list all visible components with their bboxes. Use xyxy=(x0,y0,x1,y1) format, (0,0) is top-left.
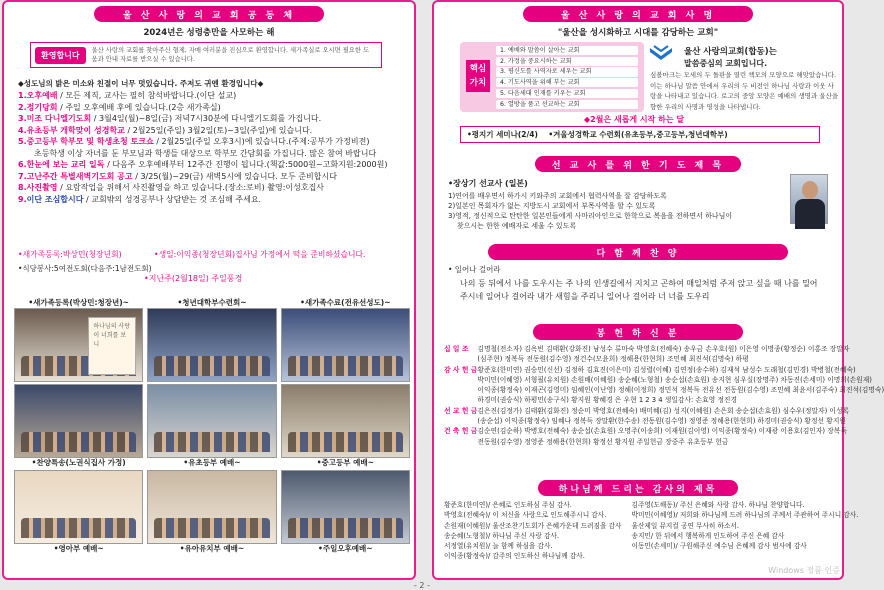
announcement-item xyxy=(4,159,418,171)
thanks-item: 이익종(황정숙)/ 감주의 인도하신 하나님께 감사. xyxy=(444,552,585,561)
announcement-item xyxy=(4,113,418,125)
photo-cell xyxy=(14,298,143,382)
year-motto: 2024년은 성령충만을 사모하는 해 xyxy=(143,28,275,38)
announcement-number: 9. xyxy=(18,194,27,204)
offering-table xyxy=(444,344,884,447)
thanks-item: 이동민(손세미)/ 구원해주신 예수님 은혜께 감사 범사에 감사 xyxy=(631,542,807,551)
thanks-right-list xyxy=(631,500,858,562)
offering-row xyxy=(444,426,837,436)
praise-title: • 일어나 걸어라 xyxy=(448,265,501,274)
offering-names: 황준호(한미연) 권승민(신선) 김정하 김효진(이은미) 김성렬(이혜) 김연정(송수하) 김재석 남성수 도래철(김민경) 박병철(전혜숙) xyxy=(477,365,856,374)
announcement-number: 1. xyxy=(18,91,27,100)
offering-row xyxy=(444,437,837,447)
greeting-line: ◆성도님의 밝은 미소와 친절이 너무 멋있습니다. 주저도 귀엔 환경입니다◆ xyxy=(18,79,264,88)
left-page xyxy=(2,0,416,580)
announcement-number: 7. xyxy=(18,171,27,181)
announcement-title: 한눈에 보는 교리 일독 xyxy=(26,160,105,169)
offering-banner: 봉 헌 하 신 분 xyxy=(533,324,743,340)
photo-cell xyxy=(147,298,276,382)
photo-cell xyxy=(281,298,410,382)
welcome-label: 환영합니다 xyxy=(35,47,86,64)
missionary-photo xyxy=(790,174,828,224)
activation-watermark: Windows 정품 인증 xyxy=(768,566,840,575)
thanks-item: 박미민(이혜영)/ 저희와 하나님께 드려 하나님의 주께서 주관하여 주시니 감사. xyxy=(631,511,859,520)
photo-image xyxy=(14,384,143,458)
photo-image xyxy=(147,470,276,544)
photo-image xyxy=(14,308,143,382)
prayer-banner: 선 교 사 를 위 한 기 도 제 목 xyxy=(535,156,741,172)
thanks-item: 송순혜(노형철)/ 하나님 주신 사랑 감사. xyxy=(444,531,560,540)
book-cover: 하나님의 사랑이 너희를 보니 xyxy=(88,317,136,375)
community-banner: 울 산 사 랑 의 교 회 공 동 체 xyxy=(94,6,324,22)
welcome-text: 울산 사랑의 교회를 찾아주신 형제, 자매 여러분을 진심으로 환영합니다. 새가족실로 오시면 필요한 도움과 안내 자료를 받으실 수 있습니다. xyxy=(91,47,370,63)
announcement-title: 오후예배 xyxy=(26,91,58,100)
core-values-box xyxy=(460,42,644,112)
announcement-title: 고난주간 특별새벽기도회 공고 xyxy=(26,171,133,181)
offering-names: 박미민(이혜영) 서형필(유치원) 손원배(이혜원) 송순혜(노형철) 송순섭(손효원) 송지현 심우실(장명주) 차동진(손세미) 이명희(손원재) xyxy=(477,375,872,384)
photo-caption: •유아유치부 예배~ xyxy=(179,544,245,553)
announcement-number: 6. xyxy=(18,160,27,169)
meal-service: •식당봉사:5여전도회(다음주:1남전도회) xyxy=(18,264,152,273)
praise-lyrics: 나의 등 뒤에서 나를 도우시는 주 나의 인생길에서 지치고 곤하여 매일처럼 주저 앉고 싶을 때 나를 밀어주시네 일어나 걸어라 내가 새힘을 주리니 일어나 걸어라 너 너를 도우리 xyxy=(460,279,818,301)
march-title: ◆2월은 새롭게 시작 하는 달 xyxy=(584,115,685,124)
offering-row xyxy=(444,354,837,364)
announcement-title: 사진촬영 xyxy=(26,183,58,192)
announcement-text: / 교회밖의 성경공부나 상담받는 것 조심해 주세요. xyxy=(83,194,262,204)
march-items: •평지기 세미나(2/4) •겨울성경학교 수련회(유초등부,중고등부,청년대학부) xyxy=(460,126,820,143)
announcement-number: 2. xyxy=(18,102,27,112)
photo-cell xyxy=(281,384,410,468)
offering-category xyxy=(444,354,477,364)
offering-row xyxy=(444,375,837,385)
announcement-number: 8. xyxy=(18,183,27,192)
offering-names: 하경미(권승식) 하평민(송구식) 황지원 황혜경 은 우현 1 2 3 4 생일감사: 손효영 정진경 xyxy=(477,396,738,405)
logo-description: 심볼마크는 모세의 두 돌판을 열린 책모의 모양으로 해맞았습니다. 이는 하나님 말씀 안에서 우리의 두 비전인 하나님 사랑과 이웃 사랑을 나타내고 있습니다. 로고의 중앙 모양은 예배의 생명과 울산을 향한 우리의 사명과 영성을 나타냅니다. xyxy=(650,71,839,111)
photo-caption: •새가족등록(박상민:청장년)~ xyxy=(28,298,129,307)
photo-image xyxy=(281,470,410,544)
photo-grid xyxy=(14,298,410,556)
offering-names: (송순섭) 이익종(황정숙) 임혜나 정복득 장말환(한수송) 전동원(김수영) 정영준 정해용(한현희) 하경미(권승식) 황정선 황지원 xyxy=(477,417,846,426)
welcome-box xyxy=(30,42,382,68)
offering-row xyxy=(444,395,837,405)
offering-category: 십 일 조 xyxy=(444,345,469,353)
announcement-list xyxy=(4,90,418,205)
announcement-number: 4. xyxy=(18,125,27,135)
announcement-title: 정기당회 xyxy=(26,102,58,112)
photo-image xyxy=(147,308,276,382)
core-value-item: 3. 평신도를 사역자로 세우는 교회 xyxy=(496,67,638,76)
thanks-item: 울산제일 뮤지컬 공연 무사히 하소서. xyxy=(631,521,740,530)
offering-names: 김명철(전소자) 김옥빈 김태환(강화진) 남성수 류마숙 박영호(전혜숙) 송우금 손우호(원) 이은영 이명종(황정순) 이홍조 장말자 xyxy=(477,345,850,353)
prayer-item: 1)연어를 배우면서 하가시 키와주의 교회에서 협력사역을 잘 감당하도록 xyxy=(448,192,667,200)
prayer-item: 2)일본인 목회자가 없는 지방도시 교회에서 부목사역을 할 수 있도록 xyxy=(448,202,656,210)
thanks-section xyxy=(444,476,859,562)
core-value-item: 6. 열방을 품고 선교하는 교회 xyxy=(496,100,638,109)
offering-row xyxy=(444,416,837,426)
thanks-item: 손원재(이혜원)/ 울산조찬기도회가 은혜가운데 드려짐을 감사 xyxy=(444,521,622,530)
core-value-item: 5. 다음세대 인재를 키우는 교회 xyxy=(496,89,638,98)
announcement-title: 미조 다니엘기도회 xyxy=(26,114,92,123)
offering-names: 김순연(김순하) 박병호(전혜숙) 송순섭(손효원) 오명주(이송희) 이재원(김이영) 이익종(황정숙) 이재광 이용호(김인자) 장복득 xyxy=(477,427,847,436)
mission-banner: 울 산 사 랑 의 교 회 사 명 xyxy=(523,6,753,22)
announcement-item xyxy=(4,136,418,148)
photo-image xyxy=(281,308,410,382)
thanks-item: 박영호(전혜숙)/ 이 처신을 사랑으로 인도해주시니 감사. xyxy=(444,511,607,520)
announcement-item xyxy=(4,90,418,102)
announcement-title: 중고등부 학부모 및 학생초청 토크쇼 xyxy=(26,137,154,146)
announcement-number: 5. xyxy=(18,137,27,146)
photo-cell xyxy=(14,470,143,554)
announcement-text: / 2월25일(주일) 3월2일(토)~3일(주일)에 있습니다. xyxy=(124,125,313,135)
offering-category: 감 사 헌 금 xyxy=(444,365,478,374)
core-value-item: 2. 가정을 중요시하는 교회 xyxy=(496,57,638,66)
offering-category: 선 교 헌 금 xyxy=(444,406,478,415)
page-number: - 2 - xyxy=(414,581,430,590)
announcement-item xyxy=(4,171,418,183)
offering-category xyxy=(444,375,477,385)
core-label: 핵심 가치 xyxy=(466,60,490,92)
thanks-item: 송지민/ 한 뒤에서 행복하게 인도하여 주신 은혜 감사 xyxy=(631,531,785,540)
announcement-text: 초등학생 이상 자녀를 둔 부모님과 학생들 대상으로 학부모 간담회를 가집니다. 많은 참여 바랍니다 xyxy=(34,148,377,158)
photo-caption: •새가족수료(전유선성도)~ xyxy=(300,298,391,307)
prayer-section xyxy=(444,152,832,231)
photo-image xyxy=(281,384,410,458)
offering-category xyxy=(444,416,477,426)
photo-caption: •유초등부 예배~ xyxy=(183,458,241,467)
announcement-item xyxy=(4,194,418,206)
church-logo-icon xyxy=(648,44,674,64)
last-week-title: •지난주(2월18일) 주일풍경 xyxy=(144,274,243,283)
thanks-banner: 하나님께 드리는 감사의 제목 xyxy=(538,480,738,496)
photo-cell xyxy=(14,384,143,468)
offering-section xyxy=(444,320,884,447)
announcement-text: / 3/25(월)~29(금) 새벽5시에 있습니다. 모두 준비합시다 xyxy=(132,171,337,181)
photo-caption: •영아부 예배~ xyxy=(53,544,104,553)
announcement-text: / 다음주 오후예배부터 12주간 진행이 됩니다.(책값:5000원~고화지원:2000원) xyxy=(104,160,388,169)
announcement-text: / 2월25일(주일 오후3시)에 있습니다.(주제:공부가 가정비전) xyxy=(153,137,370,146)
offering-names: 전동원(김수영) 정영준 정해용(한현희) 황정선 황지원 주일헌금 장중주 유초등부 헌금 xyxy=(477,437,729,446)
core-value-item: 1. 예배와 말씀이 살아는 교회 xyxy=(496,46,638,55)
thanks-item: 황준호(한미연)/ 은혜로 인도하심 주심 감사. xyxy=(444,501,572,509)
photo-caption: •찬양특송(노권식집사 가정) xyxy=(31,458,126,467)
photo-cell xyxy=(147,384,276,468)
church-sub: 말씀중심의 교회입니다. xyxy=(684,59,768,68)
photo-cell xyxy=(281,470,410,554)
thanks-item: 김주영(도해동)/ 주신 은혜와 사랑 감사. 하나님 찬양합니다. xyxy=(631,501,805,509)
core-values-list xyxy=(496,46,638,110)
thanks-left-list xyxy=(444,500,621,562)
photo-image xyxy=(147,384,276,458)
photo-image xyxy=(14,470,143,544)
offering-category xyxy=(444,385,477,395)
prayer-list xyxy=(448,191,758,231)
photo-caption: •주일오후예배~ xyxy=(318,544,373,553)
vision-line: "울산을 성시화하고 시대를 감당하는 교회" xyxy=(557,28,719,38)
new-family: •새가족등록:박상민(청장년회) xyxy=(18,250,122,259)
offering-row xyxy=(444,406,837,416)
announcement-text: / 주일 오후예배 후에 있습니다.(2층 새가족실) xyxy=(57,102,221,112)
birthday: •생일:이익종(청장년회)집사님 가정에서 떡을 준비하셨습니다. xyxy=(154,250,366,259)
announcement-item xyxy=(4,148,418,160)
offering-row xyxy=(444,385,837,395)
announcement-text: / 모든 제직, 교사는 필히 참석바랍니다.(이단 설교) xyxy=(57,91,237,100)
offering-names: 김은진(김정가) 김태환(김화진) 정순미 박영호(전혜숙) 배미혜(김) 성지(이혜원) 손은회 송순섭(손효원) 심수우(정말자) 이성록 xyxy=(477,406,850,415)
announcement-text: / 요람작업을 위해서 사진촬영을 하고 있습니다.(장소:로비) 촬영:이성호집사 xyxy=(57,183,325,192)
photo-caption: •청년대학부수련회~ xyxy=(177,298,247,307)
offering-row xyxy=(444,365,837,375)
prayer-item: 3)영적, 정신적으로 탄탄한 일본인들에게 사마리아인으로 한학으로 복음을 전하면서 하나님이 xyxy=(448,212,733,220)
church-name: 울산 사랑의교회(합동)는 xyxy=(684,47,777,57)
announcement-item xyxy=(4,182,418,194)
core-value-item: 4. 기도사역을 위해 부는 교회 xyxy=(496,78,638,87)
announcement-item xyxy=(4,125,418,137)
announcement-text: / 3월4일(월)~8일(금) 저녁7시30분에 다니엘기도회를 가집니다. xyxy=(91,114,322,123)
right-page xyxy=(432,0,884,580)
prayer-item: 찾으시는 한한 예배자로 세울 수 있도록 xyxy=(448,222,577,230)
praise-banner: 다 함 께 찬 양 xyxy=(488,244,788,260)
praise-section xyxy=(444,240,832,303)
photo-caption: •중고등부 예배~ xyxy=(316,458,374,467)
offering-names: (심주현) 정복득 전동원(김수영) 정건수(모윤희) 정해용(한현희) 조민혜 최진석(김명숙) 하평 xyxy=(477,355,749,364)
announcement-title: 이단 조심합시다 xyxy=(26,194,84,204)
missionary-name: •장상기 선교사 (일본) xyxy=(448,179,528,188)
announcement-title: 유초등부 개학맞이 성경학교 xyxy=(26,125,125,135)
offering-row xyxy=(444,344,837,354)
offering-names: 이익종(황정숙) 이재곤(김영미) 임혜인(이난영) 정해(이정희) 정민석 정복득 전유선 전동원(김수영) 조민혜 최윤서(김주숙) 최진석(김명숙) xyxy=(477,386,884,395)
offering-category xyxy=(444,395,477,405)
thanks-item: 서정열(유치원)/ 늘 함께 하심을 감사. xyxy=(444,542,553,551)
announcement-number: 3. xyxy=(18,114,27,123)
offering-category: 건 축 헌 금 xyxy=(444,427,478,436)
photo-cell xyxy=(147,470,276,554)
offering-category xyxy=(444,437,477,447)
announcement-item xyxy=(4,102,418,114)
